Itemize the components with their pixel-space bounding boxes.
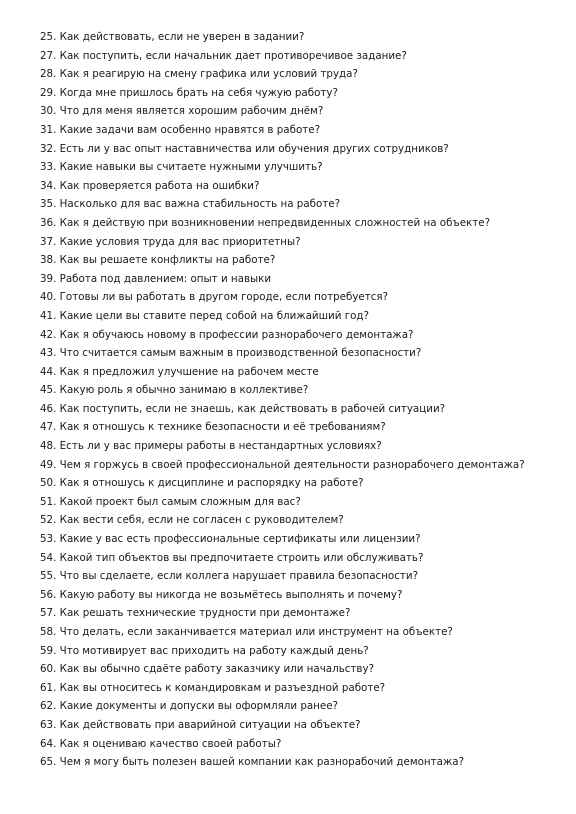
question-item: 61. Как вы относитесь к командировкам и разъездной работе? xyxy=(40,681,386,694)
question-item: 60. Как вы обычно сдаёте работу заказчику или начальству? xyxy=(40,663,375,676)
question-item: 41. Какие цели вы ставите перед собой на ближайший год? xyxy=(40,309,369,322)
question-item: 37. Какие условия труда для вас приоритетны? xyxy=(40,235,301,248)
question-item: 40. Готовы ли вы работать в другом городе, если потребуется? xyxy=(40,291,389,304)
question-item: 63. Как действовать при аварийной ситуации на объекте? xyxy=(40,718,361,731)
question-item: 48. Есть ли у вас примеры работы в нестандартных условиях? xyxy=(40,440,382,453)
question-item: 39. Работа под давлением: опыт и навыки xyxy=(40,272,272,285)
question-list xyxy=(40,28,560,772)
question-item: 55. Что вы сделаете, если коллега нарушает правила безопасности? xyxy=(40,570,419,583)
question-item: 65. Чем я могу быть полезен вашей компании как разнорабочий демонтажа? xyxy=(40,756,465,769)
question-item: 31. Какие задачи вам особенно нравятся в работе? xyxy=(40,123,321,136)
question-item: 29. Когда мне пришлось брать на себя чужую работу? xyxy=(40,86,338,99)
question-item: 38. Как вы решаете конфликты на работе? xyxy=(40,254,276,267)
question-item: 53. Какие у вас есть профессиональные сертификаты или лицензии? xyxy=(40,533,421,546)
question-item: 62. Какие документы и допуски вы оформляли ранее? xyxy=(40,700,339,713)
question-item: 36. Как я действую при возникновении непредвиденных сложностей на объекте? xyxy=(40,216,491,229)
question-item: 44. Как я предложил улучшение на рабочем месте xyxy=(40,365,319,378)
question-item: 32. Есть ли у вас опыт наставничества или обучения других сотрудников? xyxy=(40,142,449,155)
question-item: 43. Что считается самым важным в производственной безопасности? xyxy=(40,347,422,360)
question-item: 57. Как решать технические трудности при демонтаже? xyxy=(40,607,351,620)
question-item: 59. Что мотивирует вас приходить на работу каждый день? xyxy=(40,644,369,657)
question-item: 25. Как действовать, если не уверен в задании? xyxy=(40,31,305,43)
question-item: 27. Как поступить, если начальник дает противоречивое задание? xyxy=(40,49,407,62)
question-item: 56. Какую работу вы никогда не возьмётесь выполнять и почему? xyxy=(40,588,403,601)
question-item: 52. Как вести себя, если не согласен с руководителем? xyxy=(40,514,344,527)
question-item: 46. Как поступить, если не знаешь, как действовать в рабочей ситуации? xyxy=(40,402,446,415)
question-item: 49. Чем я горжусь в своей профессиональной деятельности разнорабочего демонтажа? xyxy=(40,458,525,471)
question-item: 47. Как я отношусь к технике безопасности и её требованиям? xyxy=(40,421,386,434)
question-item: 30. Что для меня является хорошим рабочим днём? xyxy=(40,105,324,118)
question-item: 54. Какой тип объектов вы предпочитаете строить или обслуживать? xyxy=(40,551,424,564)
question-item: 42. Как я обучаюсь новому в профессии разнорабочего демонтажа? xyxy=(40,328,414,341)
question-item: 51. Какой проект был самым сложным для вас? xyxy=(40,495,301,508)
question-item: 64. Как я оцениваю качество своей работы? xyxy=(40,737,282,750)
question-item: 28. Как я реагирую на смену графика или условий труда? xyxy=(40,68,358,81)
question-item: 50. Как я отношусь к дисциплине и распорядку на работе? xyxy=(40,477,364,490)
question-item: 33. Какие навыки вы считаете нужными улучшить? xyxy=(40,161,323,174)
question-item: 58. Что делать, если заканчивается материал или инструмент на объекте? xyxy=(40,626,453,638)
question-item: 34. Как проверяется работа на ошибки? xyxy=(40,179,260,192)
question-item: 35. Насколько для вас важна стабильность на работе? xyxy=(40,198,341,211)
question-item: 45. Какую роль я обычно занимаю в коллективе? xyxy=(40,384,309,397)
